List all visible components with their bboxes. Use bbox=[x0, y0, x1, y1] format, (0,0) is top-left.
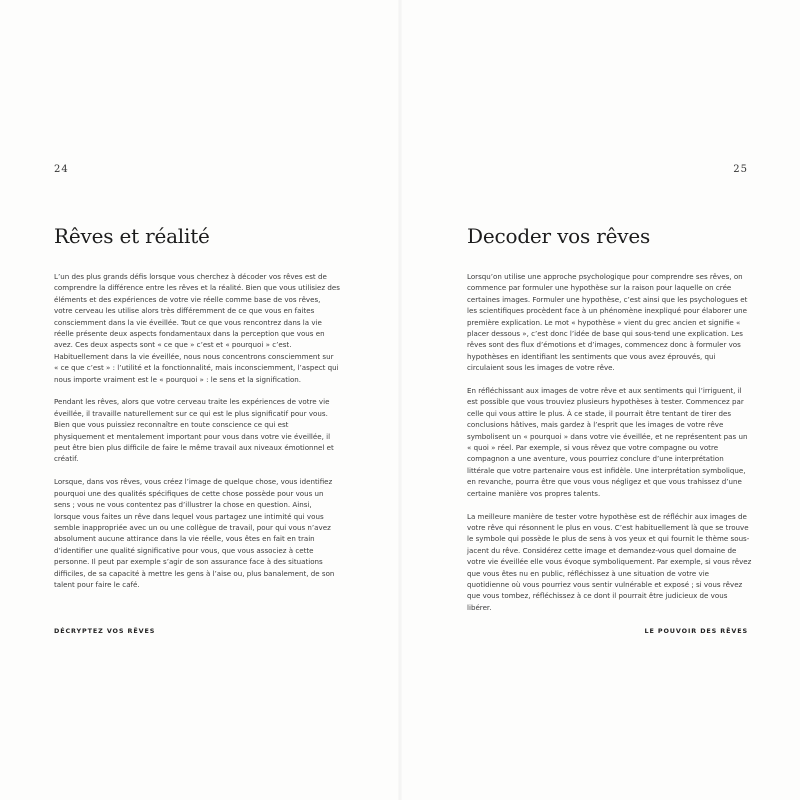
paragraph: Lorsque, dans vos rêves, vous créez l’image de quelque chose, vous identifiez pourquoi une des qualités spécifiques de cette chose possède pour vous un sens ; vous ne vous contentez pas d’illustrer la chose en question. Ainsi, lorsque vous faites un rêve dans lequel vous partagez une intimité qui vous semble inappropriée avec un ou une collègue de travail, pour qui vous n’avez absolument aucune attirance dans la vie réelle, vous êtes en fait en train d’identifier une qualité significative pour vous, que vous associez à cette personne. Il peut par exemple s’agir de son assurance face à des situations difficiles, de sa capacité à mettre les gens à l’aise ou, plus banalement, de son talent pour faire le café. bbox=[54, 477, 335, 589]
body-text bbox=[467, 271, 753, 625]
paragraph: Lorsqu’on utilise une approche psychologique pour comprendre ses rêves, on commence par formuler une hypothèse sur la raison pour laquelle on crée certaines images. Formuler une hypothèse, c’est ainsi que les psychologues et les scientifiques procèdent face à un phénomène inexpliqué pour élaborer une première explication. Le mot « hypothèse » vient du grec ancien et signifie « placer dessous », c’est donc l’idée de base qui sous-tend une explication. Les rêves sont des flux d’émotions et d’images, commencez donc à formuler vos hypothèses en identifiant les sentiments que vous avez éprouvés, qui circulaient sous les images de votre rêve. bbox=[467, 272, 748, 373]
page-number: 24 bbox=[54, 164, 69, 175]
page-title: Decoder vos rêves bbox=[467, 224, 651, 248]
body-text bbox=[54, 271, 340, 602]
running-footer: LE POUVOIR DES RÊVES bbox=[644, 627, 748, 635]
paragraph: La meilleure manière de tester votre hypothèse est de réfléchir aux images de votre rêve qui résonnent le plus en vous. C’est habituellement là que se trouve le symbole qui possède le plus de sens à vos yeux et qui fournit le thème sous-jacent du rêve. Considérez cette image et demandez-vous quel domaine de votre vie éveillée elle vous évoque symboliquement. Par exemple, si vous rêvez que vous êtes nu en public, réfléchissez à une situation de votre vie quotidienne où vous pourriez vous sentir vulnérable et exposé ; si vous rêvez que vous tombez, réfléchissez à ce dont il pourrait être judicieux de vous libérer. bbox=[467, 511, 752, 612]
running-footer: DÉCRYPTEZ VOS RÊVES bbox=[54, 627, 156, 635]
paragraph: En réfléchissant aux images de votre rêve et aux sentiments qui l’irriguent, il est possible que vous trouviez plusieurs hypothèses à tester. Commencez par celle qui vous attire le plus. À ce stade, il pourrait être tentant de tirer des conclusions hâtives, mais gardez à l’esprit que les images de votre rêve symbolisent un « pourquoi » dans votre vie éveillée, et ne représentent pas un « quoi » réel. Par exemple, si vous rêvez que votre compagne ou votre compagnon a une aventure, vous pourriez conclure d’une interprétation littérale que votre partenaire vous est infidèle. Une interprétation symbolique, en revanche, pourra être que vous vous négligez et que vous trahissez d’une certaine manière vos propres talents. bbox=[467, 386, 748, 498]
page-title: Rêves et réalité bbox=[54, 224, 210, 248]
page-number: 25 bbox=[733, 164, 748, 175]
paragraph: Pendant les rêves, alors que votre cerveau traite les expériences de votre vie éveillée, il travaille naturellement sur ce qui est le plus significatif pour vous. Bien que vous puissiez reconnaître en toute conscience ce qui est physiquement et mentalement important pour vous dans votre vie éveillée, il peut être bien plus difficile de faire le même travail aux niveaux émotionnel et créatif. bbox=[54, 397, 334, 464]
paragraph: L’un des plus grands défis lorsque vous cherchez à décoder vos rêves est de comprendre la différence entre les rêves et la réalité. Bien que vous utilisiez des éléments et des expériences de votre vie réelle comme base de vos rêves, votre cerveau les utilise alors très différemment de ce que vous en faites consciemment dans la vie éveillée. Tout ce que vous rencontrez dans la vie réelle présente deux aspects fondamentaux dans la perception que vous en avez. Ces deux aspects sont « ce que » c’est et « pourquoi » c’est. Habituellement dans la vie éveillée, nous nous concentrons consciemment sur « ce que c’est » : l’utilité et la fonctionnalité, mais inconsciemment, l’aspect qui nous importe vraiment est le « pourquoi » : le sens et la signification. bbox=[54, 272, 340, 384]
right-page bbox=[400, 0, 800, 800]
